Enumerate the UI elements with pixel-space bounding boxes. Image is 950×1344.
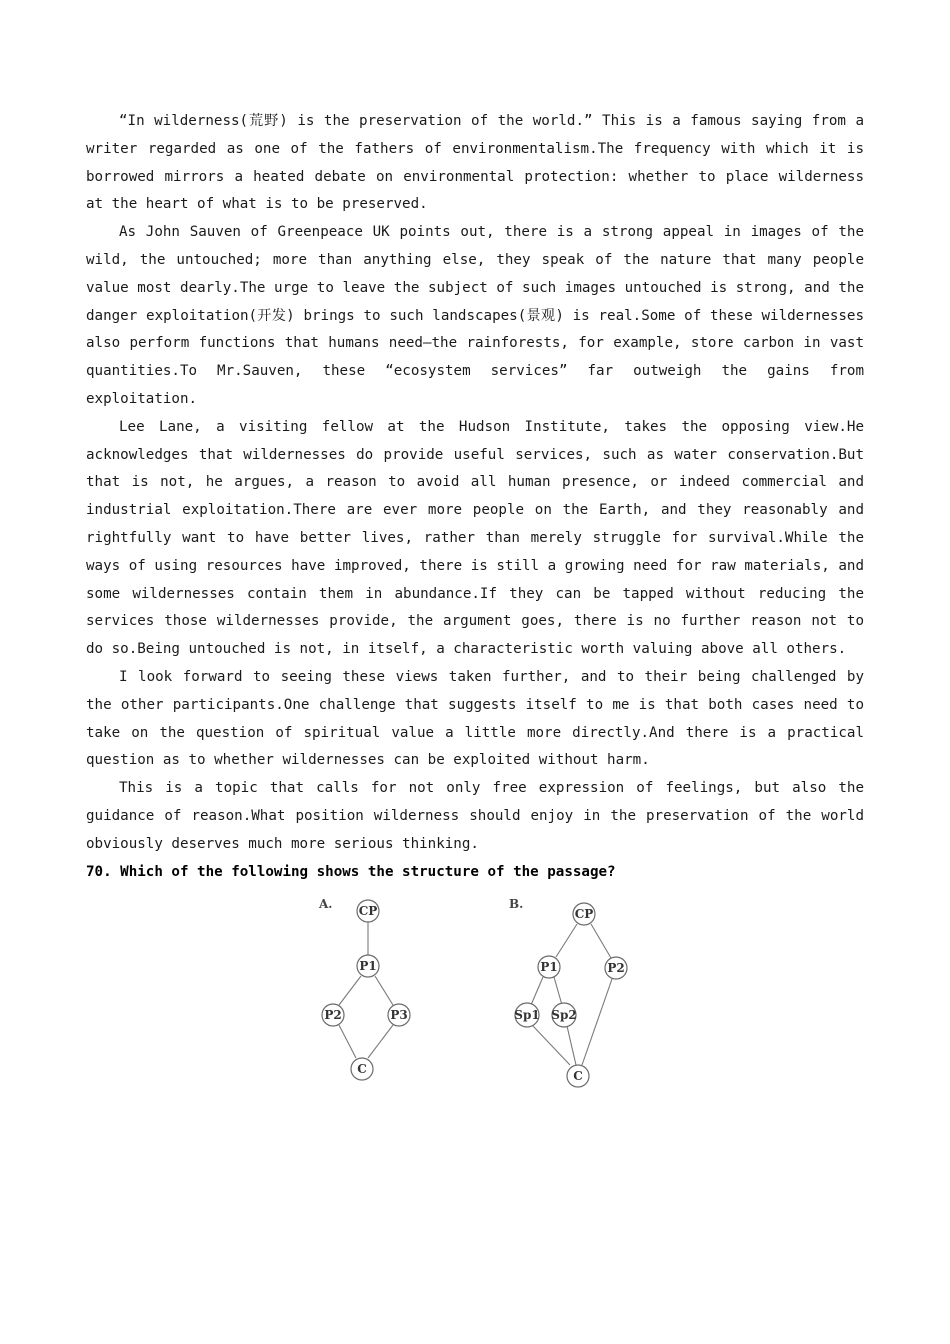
node-b-c: [567, 1065, 589, 1087]
svg-text:CP: CP: [358, 904, 378, 918]
edge-a-p1-p3: [375, 976, 393, 1005]
structure-diagrams: [305, 893, 650, 1093]
paragraph-1: “In wilderness(荒野) is the preservation of the world.” This is a famous saying from a writer regarded as one of the fathers of environmentalism.The frequency with which it is borrowed mirrors a heated debate on environmental protection: whether to place wilderness at the heart of what is to be preserved.: [86, 113, 864, 213]
paragraph-3: Lee Lane, a visiting fellow at the Hudson Institute, takes the opposing view.He acknowledges that wildernesses do provide useful services, such as water conservation.But that is not, he argues, a reason to avoid all human presence, or indeed commercial and industrial exploitation.There are ever more people on the Earth, and they reasonably and rightfully want to have better lives, rather than merely struggle for survival.While the ways of using resources have improved, there is still a growing need for raw materials, and some wildernesses contain them in abundance.If they can be tapped without reducing the services those wildernesses provide, the argument goes, there is no further reason not to do so.Being untouched is not, in itself, a characteristic worth valuing above all others.: [86, 418, 864, 658]
edge-b-sp1-c: [533, 1026, 570, 1065]
edge-a-p1-p2: [339, 976, 361, 1005]
edge-b-cp-p2: [591, 924, 611, 958]
node-b-cp: [573, 903, 595, 925]
node-a-p3: [388, 1004, 410, 1026]
diagram-option-a: [318, 897, 410, 1080]
option-b-label: B.: [509, 897, 524, 911]
svg-text:P1: P1: [359, 959, 377, 973]
svg-text:CP: CP: [574, 907, 594, 921]
svg-text:P3: P3: [390, 1008, 408, 1022]
node-b-sp2: [551, 1003, 576, 1027]
diagrams-svg: [305, 893, 650, 1093]
node-b-p1: [538, 956, 560, 978]
option-a-label: A.: [319, 897, 333, 911]
passage: [86, 108, 864, 886]
svg-text:C: C: [573, 1069, 583, 1083]
diagram-option-b: [509, 897, 627, 1087]
paragraph-5: This is a topic that calls for not only free expression of feelings, but also the guidance of reason.What position wilderness should enjoy in the preservation of the world obviously deserves much more serious thinking.: [86, 780, 864, 852]
svg-text:Sp1: Sp1: [514, 1008, 540, 1022]
svg-text:P2: P2: [607, 961, 625, 975]
node-b-p2: [605, 957, 627, 979]
node-a-p1: [357, 955, 379, 977]
svg-text:P1: P1: [540, 960, 558, 974]
edge-a-p2-c: [339, 1025, 356, 1058]
edge-b-cp-p1: [556, 924, 577, 957]
edge-a-p3-c: [368, 1025, 393, 1058]
edge-b-p1-sp1: [531, 977, 543, 1005]
paragraph-2: As John Sauven of Greenpeace UK points out, there is a strong appeal in images of the wild, the untouched; more than anything else, they speak of the nature that many people value most dearly.The urge to leave the subject of such images untouched is strong, and the danger exploitation(开发) brings to such landscapes(景观) is real.Some of these wildernesses also perform functions that humans need—the rainforests, for example, store carbon in vast quantities.To Mr.Sauven, these “ecosystem services” far outweigh the gains from exploitation.: [86, 224, 864, 407]
edge-b-p2-c: [582, 979, 612, 1065]
edge-b-sp2-c: [567, 1026, 576, 1065]
question-70: 70. Which of the following shows the structure of the passage?: [86, 863, 616, 880]
paragraph-4: I look forward to seeing these views taken further, and to their being challenged by the other participants.One challenge that suggests itself to me is that both cases need to take on the question of spiritual value a little more directly.And there is a practical question as to whether wildernesses can be exploited without harm.: [86, 668, 864, 769]
svg-text:Sp2: Sp2: [551, 1008, 577, 1022]
svg-text:C: C: [357, 1062, 367, 1076]
svg-text:P2: P2: [324, 1008, 342, 1022]
node-a-c: [351, 1058, 373, 1080]
edge-b-p1-sp2: [554, 977, 562, 1005]
node-a-p2: [322, 1004, 344, 1026]
node-b-sp1: [514, 1003, 539, 1027]
node-a-cp: [357, 900, 379, 922]
